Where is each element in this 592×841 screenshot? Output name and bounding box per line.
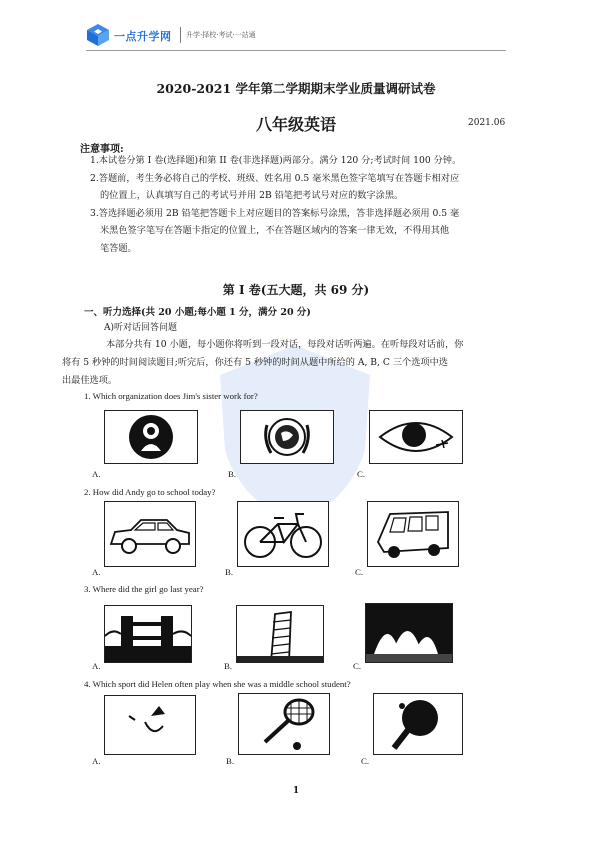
notice-item-3-cont: 米黑色签字笔写在答题卡指定的位置上，不在答题区域内的答案一律无效，不得用其他 [100,225,450,236]
q1-option-a-label[interactable]: A. [92,469,101,479]
section-title: 第 I 卷(五大题，共 69 分) [222,283,370,297]
q2-option-b-label[interactable]: B. [225,567,234,577]
q2-option-c-image [367,501,459,567]
q4-option-c-image [373,693,463,755]
exam-date: 2021.06 [468,118,506,128]
q2-option-c-label[interactable]: C. [355,567,364,577]
brand-slogan: 升学·择校·考试·一站通 [186,31,256,39]
eye-logo-icon [370,411,462,463]
notice-item-3-cont2: 笔答题。 [100,243,137,254]
notice-item-1: 1.本试卷分第 I 卷(选择题)和第 II 卷(非选择题)两部分。满分 120 分;考试时间 100 分钟。 [90,155,462,166]
q1-option-a-image [104,410,198,464]
exam-subject: 八年级英语 [255,115,336,134]
q2-option-b-image [237,501,329,567]
tower-bridge-icon [105,606,191,662]
leaning-tower-icon [237,606,323,662]
q4-option-c-label[interactable]: C. [361,756,370,766]
page-number: 1 [292,786,300,796]
header-logo [86,23,386,47]
wwf-panda-logo-icon [105,411,197,463]
q3-option-a-image [104,605,192,663]
subpart-heading: A)听对话回答问题 [104,323,178,333]
brand-name: 一点升学网 [114,30,172,43]
q2-option-a-label[interactable]: A. [92,567,101,577]
q1-option-b-image [240,410,334,464]
brand-cube-icon [86,23,110,47]
exam-title: 2020-2021 学年第二学期期末学业质量调研试卷 [156,81,436,96]
notice-item-2: 2.答题前，考生务必将自己的学校、班级、姓名用 0.5 毫米黑色签字笔填写在答题卡相对应 [90,173,460,184]
tennis-racket-icon [239,694,329,754]
q4-option-b-image [238,693,330,755]
part-heading: 一、听力选择(共 20 小题;每小题 1 分，满分 20 分) [84,307,311,318]
q3-option-b-image [236,605,324,663]
instructions-line: 将有 5 秒钟的时间阅读题目;听完后，你还有 5 秒钟的时间从题中所给的 A, B, C 三个选项中选 [62,357,448,368]
notice-item-2-cont: 的位置上，认真填写自己的考试号并用 2B 铅笔把考试号对应的数字涂黑。 [100,190,404,201]
opera-house-icon [366,604,452,662]
question-3-text: 3. Where did the girl go last year? [84,584,204,594]
q3-option-a-label[interactable]: A. [92,661,101,671]
car-icon [105,502,195,566]
brand-divider [180,27,181,43]
q1-option-b-label[interactable]: B. [228,469,237,479]
q4-option-a-image [104,695,196,755]
header-divider [86,50,506,51]
badminton-icon [105,696,195,754]
ping-pong-paddle-icon [374,694,462,754]
question-1-text: 1. Which organization does Jim's sister work for? [84,391,258,401]
question-4-text: 4. Which sport did Helen often play when she was a middle school student? [84,679,351,689]
q3-option-c-image [365,603,453,663]
instructions [62,336,514,390]
notice-heading: 注意事项: [80,144,124,155]
q4-option-b-label[interactable]: B. [226,756,235,766]
q1-option-c-image [369,410,463,464]
instructions-line: 本部分共有 10 小题，每小题你将听到一段对话，每段对话听两遍。在听每段对话前，你 [106,339,464,350]
q1-option-c-label[interactable]: C. [357,469,366,479]
q4-option-a-label[interactable]: A. [92,756,101,766]
bicycle-icon [238,502,328,566]
q3-option-c-label[interactable]: C. [353,661,362,671]
question-2-text: 2. How did Andy go to school today? [84,487,216,497]
q3-option-b-label[interactable]: B. [224,661,233,671]
united-nations-logo-icon [241,411,333,463]
notice-item-3: 3.答选择题必须用 2B 铅笔把答题卡上对应题目的答案标号涂黑，答非选择题必须用 0.5 毫 [90,208,460,219]
q2-option-a-image [104,501,196,567]
bus-icon [368,502,458,566]
instructions-line: 出最佳选项。 [62,375,118,386]
